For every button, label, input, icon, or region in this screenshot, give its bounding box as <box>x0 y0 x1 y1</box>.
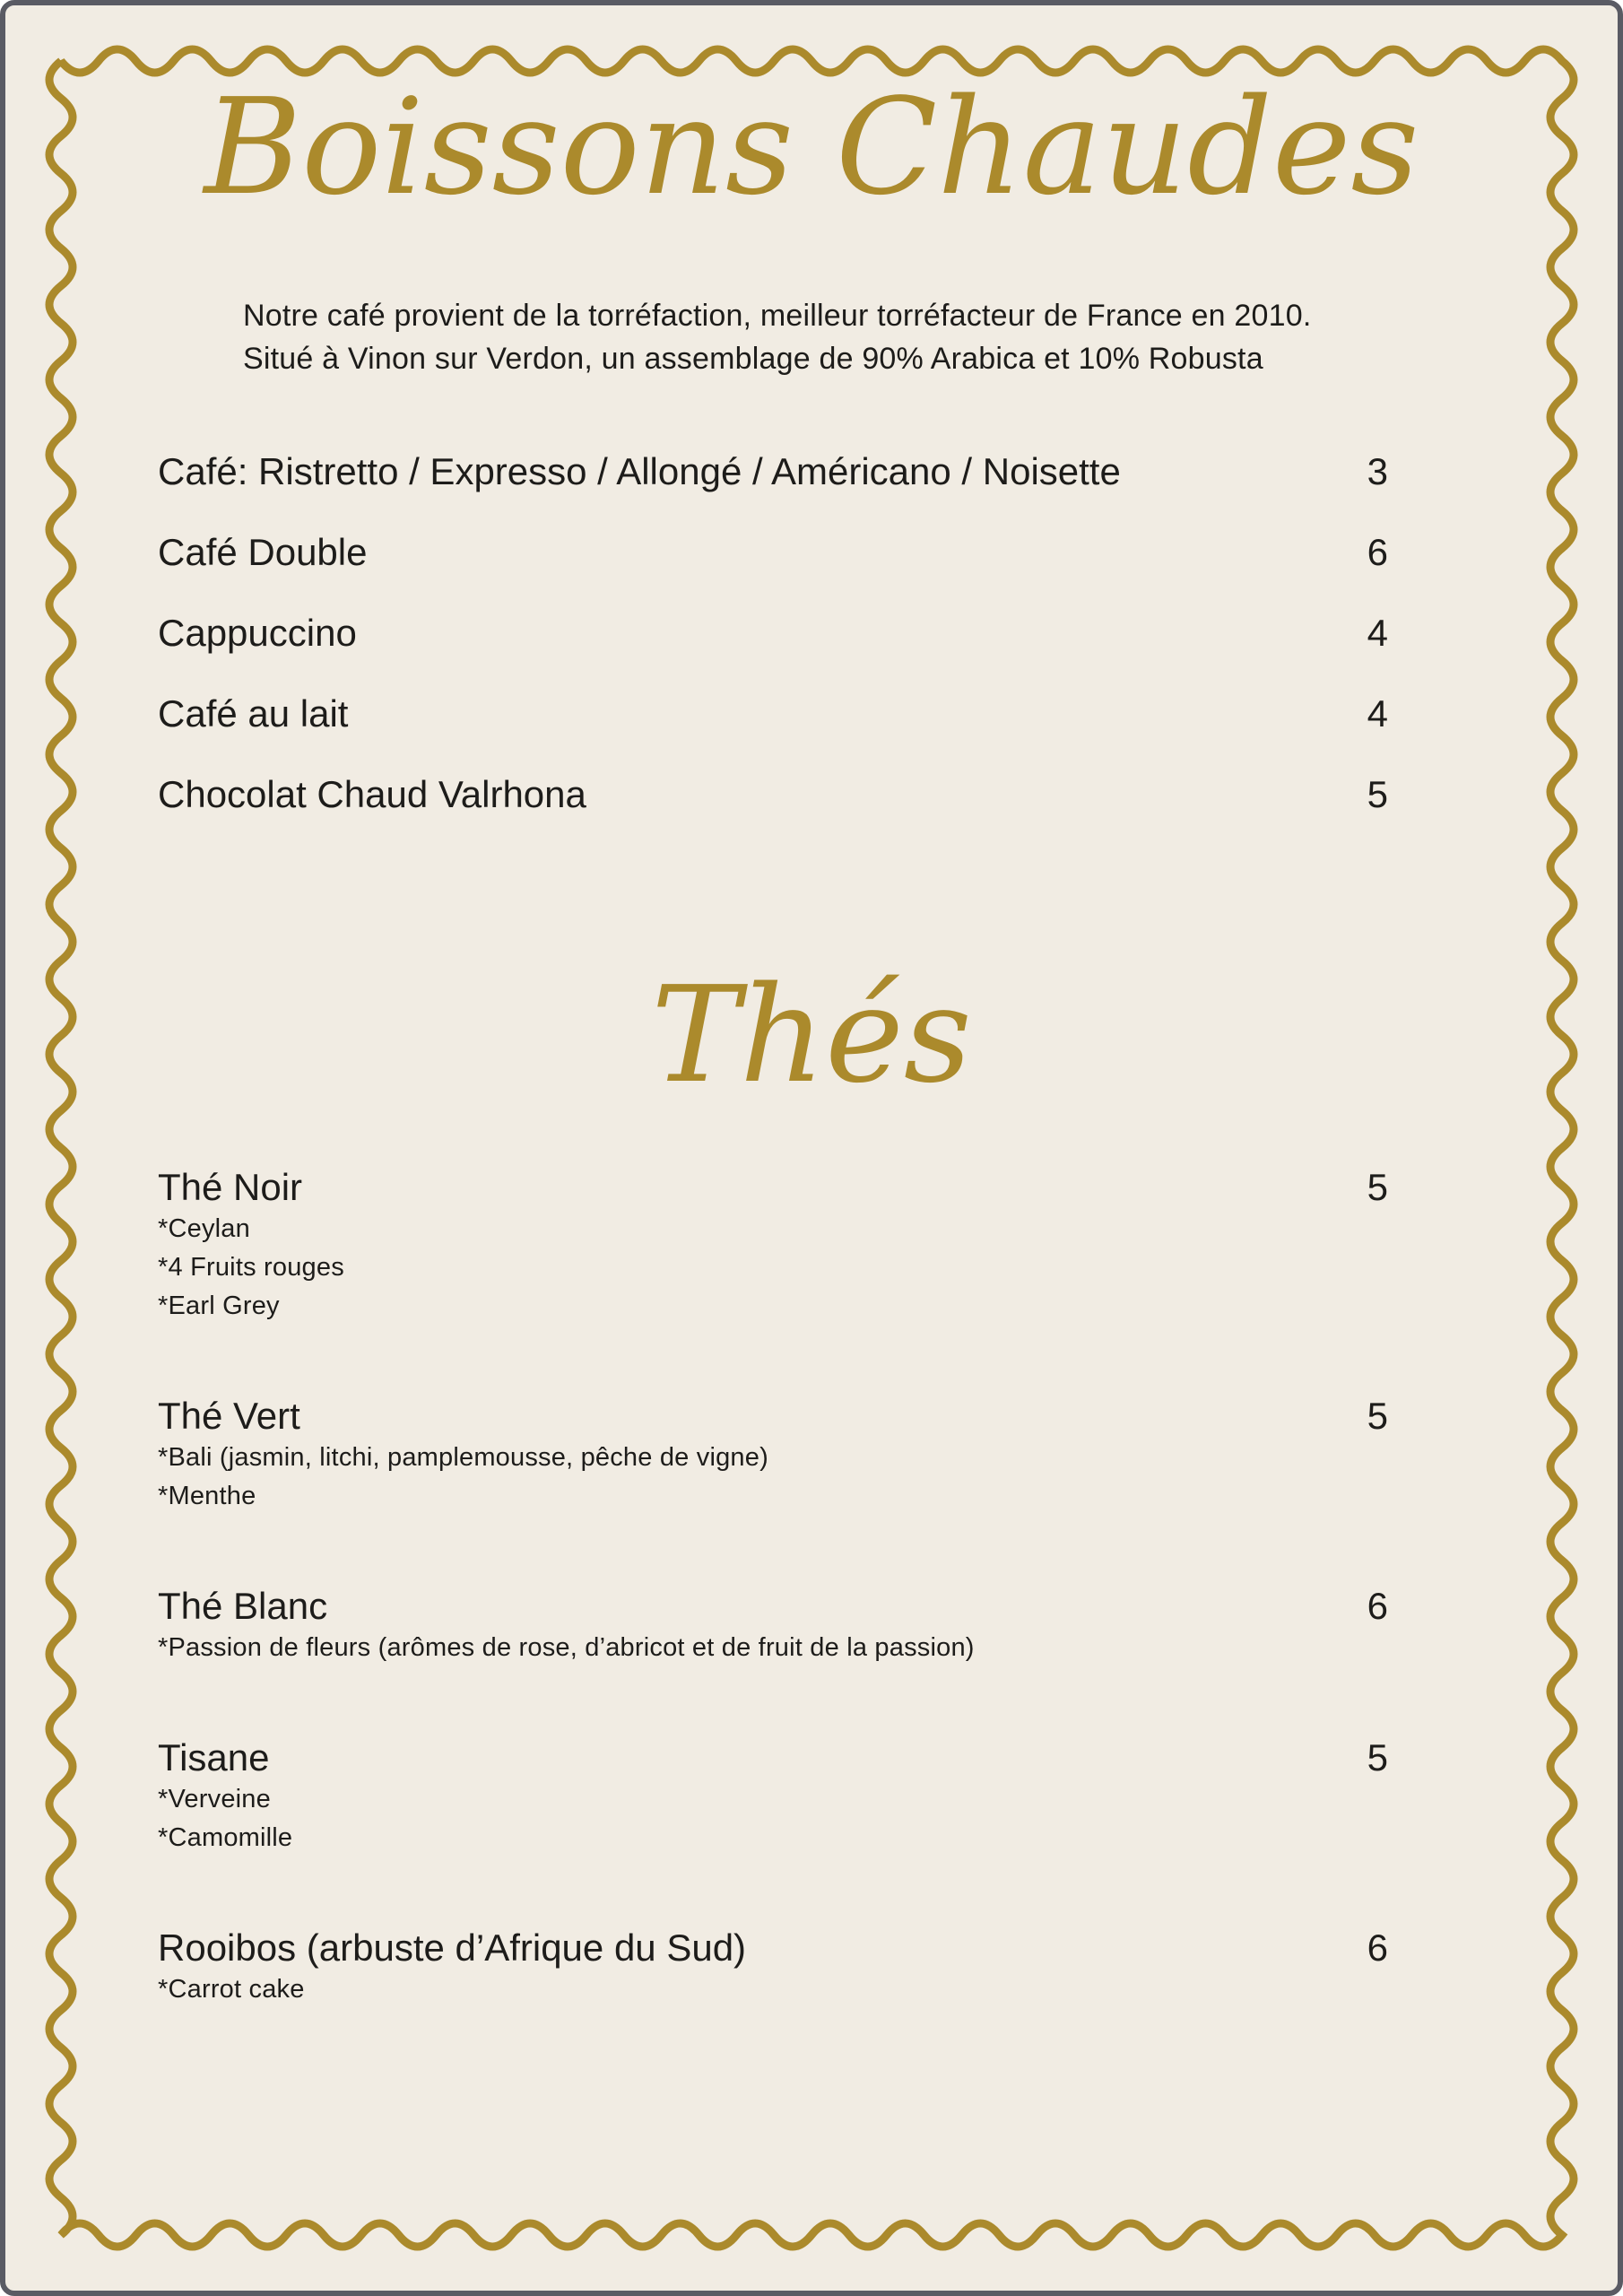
intro-text <box>243 294 1465 380</box>
menu-item-name: Thé Blanc <box>158 1585 328 1627</box>
coffee-item-list <box>158 449 1388 853</box>
tea-section-the-noir <box>158 1165 1388 1326</box>
page-title: Boissons Chaudes <box>204 70 1419 224</box>
menu-item-price: 5 <box>1367 1736 1388 1779</box>
menu-item-name: Café Double <box>158 531 368 573</box>
tea-variant: *Ceylan <box>158 1214 250 1243</box>
tea-section-title: Thés <box>651 958 972 1112</box>
menu-item-name: Chocolat Chaud Valrhona <box>158 773 586 815</box>
tea-variant: *Camomille <box>158 1823 293 1852</box>
tea-variant: *Bali (jasmin, litchi, pamplemousse, pêche de vigne) <box>158 1443 768 1472</box>
menu-item-name: Café au lait <box>158 692 349 735</box>
tea-section-the-vert <box>158 1394 1388 1516</box>
intro-line-2: Situé à Vinon sur Verdon, un assemblage de 90% Arabica et 10% Robusta <box>243 342 1263 376</box>
menu-item-price: 3 <box>1367 450 1388 492</box>
menu-item-name: Café: Ristretto / Expresso / Allongé / Américano / Noisette <box>158 450 1121 492</box>
tea-variant: *Carrot cake <box>158 1975 305 2004</box>
tea-variant: *Passion de fleurs (arômes de rose, d’abricot et de fruit de la passion) <box>158 1633 975 1662</box>
menu-item-name: Thé Vert <box>158 1395 300 1437</box>
tea-variant: *Earl Grey <box>158 1292 280 1320</box>
menu-item-price: 5 <box>1367 1166 1388 1208</box>
menu-item-name: Thé Noir <box>158 1166 303 1208</box>
menu-item-price: 6 <box>1367 1585 1388 1627</box>
tea-variant: *4 Fruits rouges <box>158 1253 344 1282</box>
tea-item-header <box>158 1584 1388 1629</box>
tea-section-rooibos <box>158 1926 1388 2009</box>
intro-line-1: Notre café provient de la torréfaction, meilleur torréfacteur de France en 2010. <box>243 299 1312 333</box>
menu-item-price: 5 <box>1367 1395 1388 1437</box>
tea-item-header <box>158 1926 1388 1970</box>
menu-item-price: 4 <box>1367 692 1388 735</box>
menu-item-name: Tisane <box>158 1736 270 1779</box>
menu-item-price: 6 <box>1367 1926 1388 1969</box>
tea-item-list <box>158 1165 1388 2077</box>
tea-item-header <box>158 1394 1388 1439</box>
tea-variant: *Verveine <box>158 1785 271 1813</box>
menu-item-cappuccino <box>158 611 1388 691</box>
menu-item-price: 4 <box>1367 612 1388 654</box>
menu-item-chocolat-chaud <box>158 772 1388 853</box>
tea-section-the-blanc <box>158 1584 1388 1667</box>
menu-item-cafe <box>158 449 1388 530</box>
menu-item-name: Cappuccino <box>158 612 357 654</box>
tea-item-header <box>158 1735 1388 1780</box>
menu-item-price: 6 <box>1367 531 1388 573</box>
menu-item-cafe-double <box>158 530 1388 611</box>
menu-item-price: 5 <box>1367 773 1388 815</box>
menu-item-name: Rooibos (arbuste d’Afrique du Sud) <box>158 1926 747 1969</box>
tea-variant: *Menthe <box>158 1482 256 1510</box>
menu-item-cafe-au-lait <box>158 691 1388 772</box>
tea-item-header <box>158 1165 1388 1210</box>
tea-section-tisane <box>158 1735 1388 1857</box>
